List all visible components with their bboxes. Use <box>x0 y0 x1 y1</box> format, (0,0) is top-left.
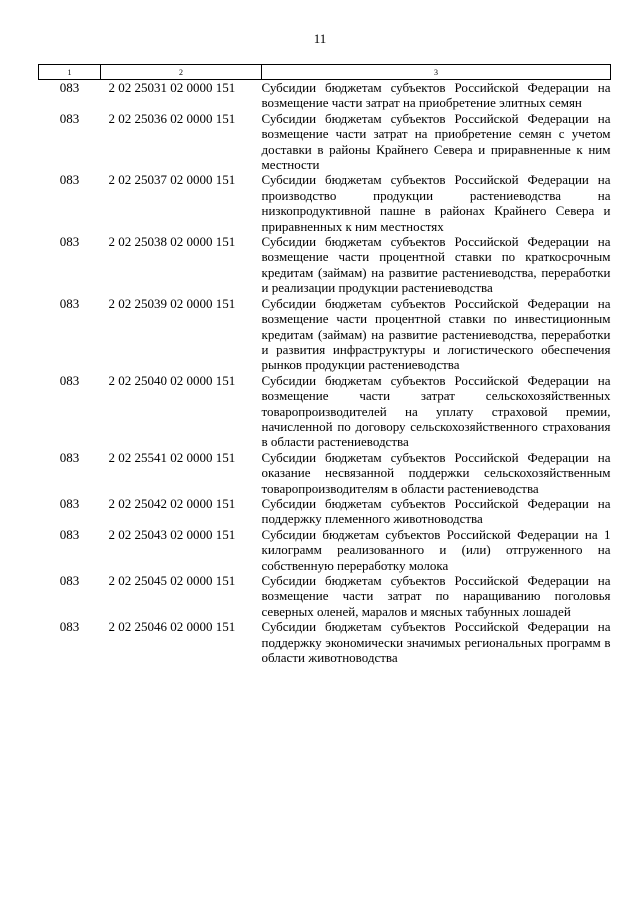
column-header-2: 2 <box>101 65 262 80</box>
admin-code: 083 <box>59 80 80 95</box>
revenue-description: Субсидии бюджетам субъектов Российской Федерации на возмещение части затрат на приобретение семян с учетом доставки в районы Крайнего Севера и приравненные к ним местности <box>261 110 611 173</box>
admin-code: 083 <box>59 573 80 588</box>
table-row <box>39 80 611 111</box>
admin-code: 083 <box>59 372 80 388</box>
column-header-1: 1 <box>39 65 101 80</box>
budget-classification-code: 2 02 25039 02 0000 151 <box>108 295 236 311</box>
revenue-description: Субсидии бюджетам субъектов Российской Федерации на поддержку племенного животноводства <box>261 495 611 527</box>
revenue-description: Субсидии бюджетам субъектов Российской Федерации на поддержку экономически значимых региональных программ в области животноводства <box>261 619 611 666</box>
revenue-description: Субсидии бюджетам субъектов Российской Федерации на 1 килограмм реализованного и (или) отгруженного на собственную переработку молока <box>261 526 611 573</box>
table-header-row <box>39 65 611 80</box>
revenue-description: Субсидии бюджетам субъектов Российской Федерации на возмещение части затрат по наращиванию поголовья северных оленей, маралов и мясных табунных лошадей <box>261 573 611 619</box>
admin-code: 083 <box>59 172 80 188</box>
admin-code: 083 <box>59 234 80 250</box>
table-row <box>39 111 611 173</box>
table-row <box>39 619 611 665</box>
budget-classification-code: 2 02 25031 02 0000 151 <box>108 80 236 95</box>
admin-code: 083 <box>59 110 80 126</box>
admin-code: 083 <box>59 449 80 465</box>
admin-code: 083 <box>59 619 80 635</box>
table-row <box>39 573 611 619</box>
revenue-description: Субсидии бюджетам субъектов Российской Федерации на возмещение части затрат сельскохозяйственных товаропроизводителей на уплату страховой премии, начисленной по договору сельскохозяйственного страхования в области растениеводства <box>261 372 611 450</box>
revenue-description: Субсидии бюджетам субъектов Российской Федерации на возмещение части процентной ставки по краткосрочным кредитам (займам) на развитие растениеводства, переработки и реализации продукции растениеводства <box>261 234 611 296</box>
table-row <box>39 527 611 573</box>
revenue-description: Субсидии бюджетам субъектов Российской Федерации на возмещение части процентной ставки по инвестиционным кредитам (займам) на развитие растениеводства, переработки и развития инфраструктуры и логистического обеспечения рынков продукции растениеводства <box>261 295 611 373</box>
revenue-description: Субсидии бюджетам субъектов Российской Федерации на возмещение части затрат на приобретение элитных семян <box>261 80 611 111</box>
budget-classification-code: 2 02 25046 02 0000 151 <box>108 619 236 635</box>
revenue-description: Субсидии бюджетам субъектов Российской Федерации на производство продукции растениеводства на низкопродуктивной пашне в районах Крайнего Севера и приравненных к ним местностях <box>261 172 611 234</box>
budget-classification-code: 2 02 25042 02 0000 151 <box>108 495 236 511</box>
admin-code: 083 <box>59 526 80 542</box>
revenue-description: Субсидии бюджетам субъектов Российской Федерации на оказание несвязанной поддержки сельскохозяйственным товаропроизводителям в области растениеводства <box>261 449 611 496</box>
budget-classification-code: 2 02 25541 02 0000 151 <box>108 449 236 465</box>
budget-code-table <box>38 64 611 665</box>
admin-code: 083 <box>59 295 80 311</box>
column-header-3: 3 <box>262 65 611 80</box>
table-row <box>39 496 611 527</box>
table-row <box>39 172 611 234</box>
table-row <box>39 296 611 373</box>
admin-code: 083 <box>59 495 80 511</box>
table-row <box>39 373 611 450</box>
budget-classification-code: 2 02 25045 02 0000 151 <box>108 573 236 588</box>
budget-classification-code: 2 02 25038 02 0000 151 <box>108 234 236 250</box>
budget-classification-code: 2 02 25043 02 0000 151 <box>108 526 236 542</box>
page-number: 11 <box>313 31 327 46</box>
budget-classification-code: 2 02 25036 02 0000 151 <box>108 110 236 126</box>
table-row <box>39 450 611 496</box>
table-row <box>39 234 611 296</box>
budget-classification-code: 2 02 25037 02 0000 151 <box>108 172 236 188</box>
budget-classification-code: 2 02 25040 02 0000 151 <box>108 372 236 388</box>
